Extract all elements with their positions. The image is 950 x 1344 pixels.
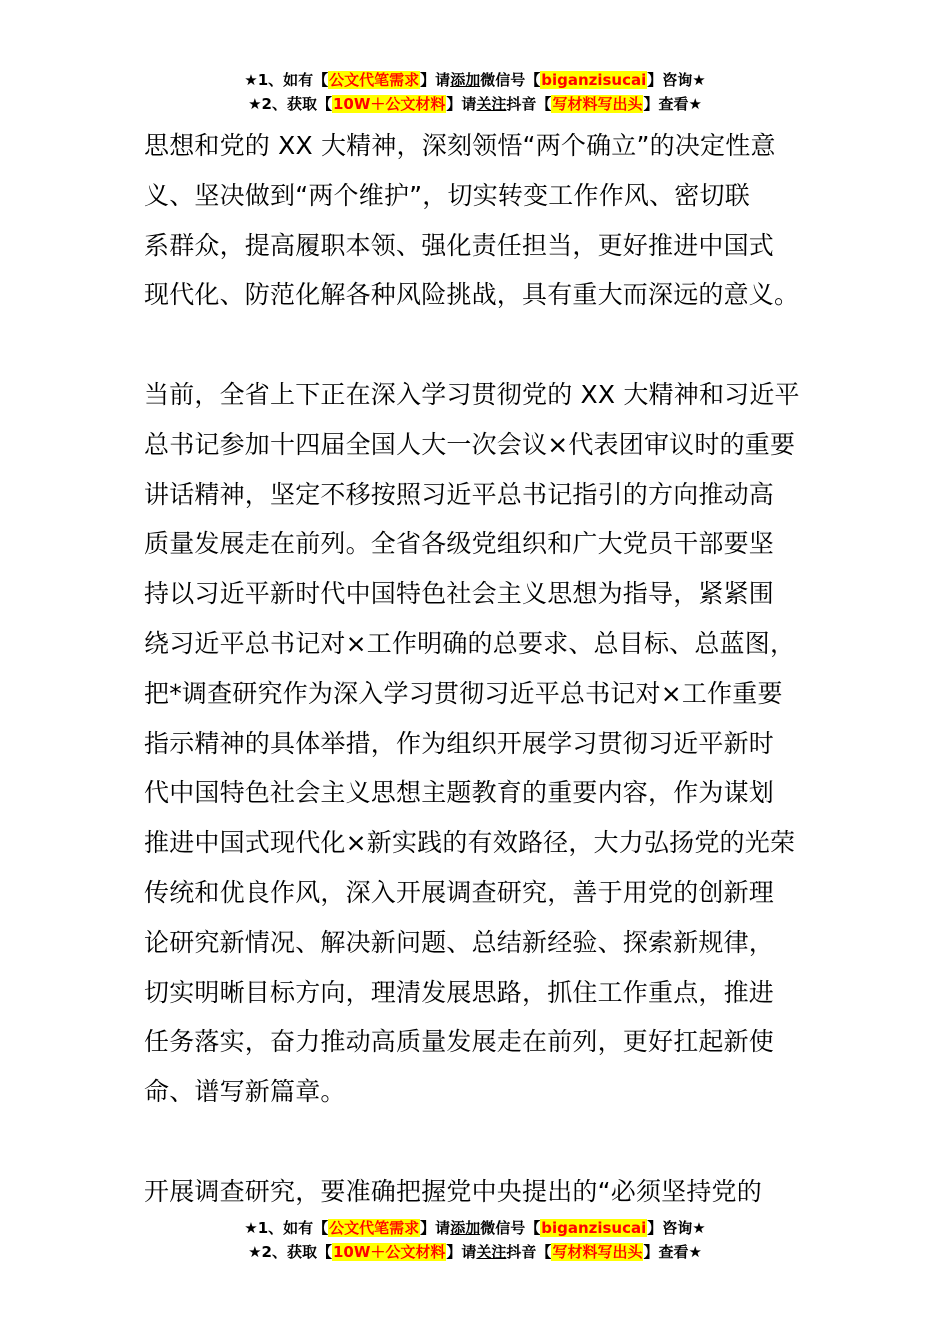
promo-underline: 关注 [476,95,507,113]
text-line: 论研究新情况、解决新问题、总结新经验、探索新规律， [144,927,775,957]
text-line: 切实明晰目标方向，理清发展思路，抓住工作重点，推进 [144,977,775,1007]
promo-text: 】咨询★ [647,1219,706,1237]
promo-text: 】咨询★ [647,71,706,89]
text-line: 任务落实，奋力推动高质量发展走在前列，更好扛起新使 [144,1027,775,1057]
text-line: 传统和优良作风，深入开展调查研究，善于用党的创新理 [144,877,775,907]
paragraph-1 [144,121,808,320]
text-line: 当前，全省上下正在深入学习贯彻党的 XX 大精神和习近平 [144,379,800,409]
text-line: 代中国特色社会主义思想主题教育的重要内容，作为谋划 [144,778,775,808]
promo-highlight: 公文代笔需求 [329,1219,420,1237]
text-line: 推进中国式现代化×新实践的有效路径，大力弘扬党的光荣 [144,828,796,858]
promo-text: ★1、如有【 [244,71,329,89]
text-line: 系群众，提高履职本领、强化责任担当，更好推进中国式 [144,230,775,260]
promo-wechat-id: biganzisucai [541,71,647,89]
promo-underline: 添加 [450,1219,481,1237]
promo-highlight: 10W＋公文材料 [332,95,446,113]
promo-douyin-id: 写材料写出头 [552,1243,643,1261]
text-line: 命、谱写新篇章。 [144,1077,346,1107]
promo-highlight: 10W＋公文材料 [332,1243,446,1261]
promo-text: 】请 [446,95,477,113]
paragraph-gap [144,320,808,370]
promo-text: 微信号【 [480,1219,541,1237]
promo-text: 】查看★ [643,95,702,113]
text-line: 质量发展走在前列。全省各级党组织和广大党员干部要坚 [144,529,775,559]
promo-line-2 [0,1240,950,1264]
text-line: 义、坚决做到“两个维护”，切实转变工作作风、密切联 [144,180,750,210]
promo-text: ★2、获取【 [248,95,332,113]
text-line: 持以习近平新时代中国特色社会主义思想为指导，紧紧围 [144,579,775,609]
promo-line-1 [0,68,950,92]
promo-text: 】请 [420,1219,451,1237]
promo-line-1 [0,1216,950,1240]
promo-line-2 [0,92,950,116]
text-line: 开展调查研究，要准确把握党中央提出的“必须坚持党的 [144,1176,762,1206]
promo-text: 抖音【 [506,95,552,113]
text-line: 思想和党的 XX 大精神，深刻领悟“两个确立”的决定性意 [144,131,776,160]
text-line: 讲话精神，坚定不移按照习近平总书记指引的方向推动高 [144,479,775,509]
promo-text: 】查看★ [643,1243,702,1261]
promo-text: ★2、获取【 [248,1243,332,1261]
text-line: 总书记参加十四届全国人大一次会议×代表团审议时的重要 [144,429,796,459]
text-line: 现代化、防范化解各种风险挑战，具有重大而深远的意义。 [144,280,800,310]
document-body [144,121,808,1217]
promo-text: ★1、如有【 [244,1219,329,1237]
promo-douyin-id: 写材料写出头 [552,95,643,113]
promo-underline: 关注 [476,1243,507,1261]
paragraph-3 [144,1167,808,1217]
promo-text: 】请 [446,1243,477,1261]
text-line: 指示精神的具体举措，作为组织开展学习贯彻习近平新时 [144,728,775,758]
promo-highlight: 公文代笔需求 [329,71,420,89]
text-line: 绕习近平总书记对×工作明确的总要求、总目标、总蓝图， [144,628,796,658]
footer-promo-banner [0,1216,950,1264]
header-promo-banner [0,68,950,116]
promo-text: 】请 [420,71,451,89]
promo-underline: 添加 [450,71,481,89]
paragraph-gap [144,1117,808,1167]
promo-text: 抖音【 [506,1243,552,1261]
promo-text: 微信号【 [480,71,541,89]
paragraph-2 [144,370,808,1117]
text-line: 把*调查研究作为深入学习贯彻习近平总书记对×工作重要 [144,678,783,708]
promo-wechat-id: biganzisucai [541,1219,647,1237]
